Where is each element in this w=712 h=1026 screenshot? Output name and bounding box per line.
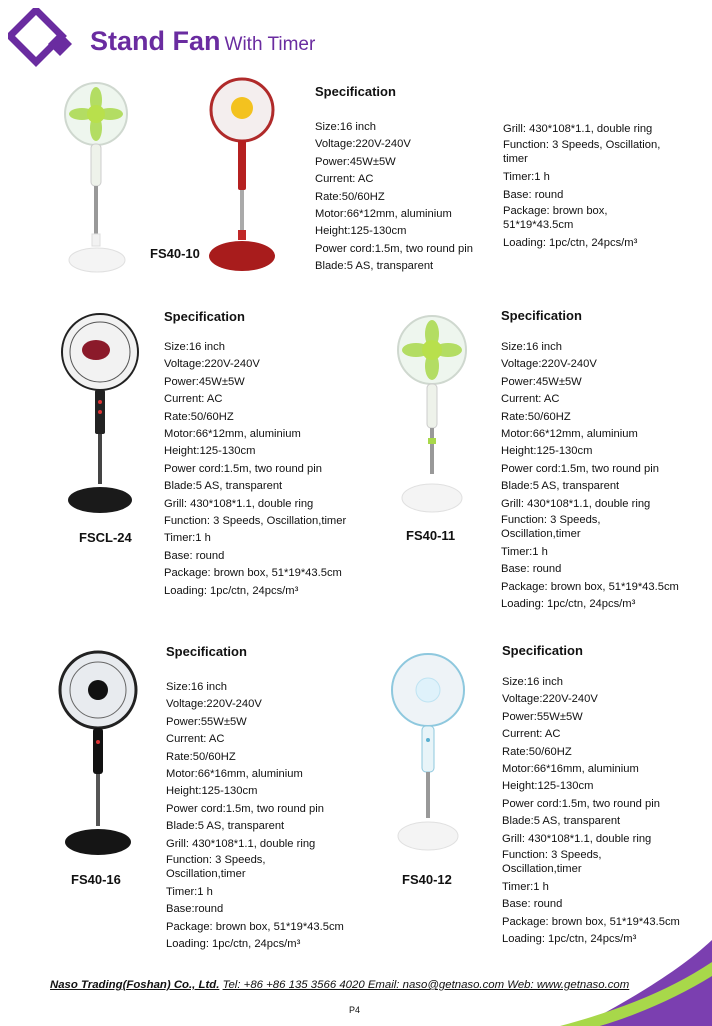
spec-item: Motor:66*12mm, aluminium xyxy=(315,208,452,221)
footer-contact-details: Tel: +86 +86 135 3566 4020 Email: naso@getnaso.com Web: www.getnaso.com xyxy=(222,979,630,991)
spec-item: Rate:50/60HZ xyxy=(502,745,572,758)
title-sub: With Timer xyxy=(224,34,316,55)
spec-item: Package: brown box, 51*19*43.5cm xyxy=(502,915,680,928)
spec-item: Blade:5 AS, transparent xyxy=(502,815,621,828)
spec-item: Loading: 1pc/ctn, 24pcs/m³ xyxy=(166,938,301,951)
spec-item: Loading: 1pc/ctn, 24pcs/m³ xyxy=(501,598,636,611)
spec-heading: Specification xyxy=(502,643,583,658)
spec-item: Motor:66*12mm, aluminium xyxy=(164,428,301,441)
model-label: FS40-16 xyxy=(71,872,121,887)
spec-heading: Specification xyxy=(501,308,582,323)
spec-item: Function: 3 Speeds, Oscillation,timer xyxy=(501,514,601,541)
spec-list xyxy=(502,674,702,949)
spec-list xyxy=(164,339,364,600)
spec-item: Loading: 1pc/ctn, 24pcs/m³ xyxy=(502,933,637,946)
spec-item: Grill: 430*108*1.1, double ring xyxy=(164,497,314,510)
spec-item: Function: 3 Speeds, Oscillation, timer xyxy=(503,139,661,166)
fan-image-red xyxy=(198,76,284,276)
page-title xyxy=(90,26,315,57)
fan-image-blue xyxy=(386,650,470,860)
spec-item: Height:125-130cm xyxy=(164,445,256,458)
spec-item: Function: 3 Speeds, Oscillation,timer xyxy=(164,515,347,528)
spec-item: Size:16 inch xyxy=(315,121,376,133)
spec-item: Base: round xyxy=(502,898,563,911)
spec-item: Base:round xyxy=(166,903,224,916)
spec-item: Function: 3 Speeds, Oscillation,timer xyxy=(166,854,266,881)
spec-heading: Specification xyxy=(166,644,247,659)
spec-item: Timer:1 h xyxy=(502,881,549,894)
spec-item: Blade:5 AS, transparent xyxy=(166,820,285,833)
spec-item: Loading: 1pc/ctn, 24pcs/m³ xyxy=(164,584,299,597)
spec-item: Motor:66*16mm, aluminium xyxy=(166,768,303,781)
spec-item: Voltage:220V-240V xyxy=(501,358,597,371)
spec-item: Current: AC xyxy=(502,728,561,741)
spec-item: Current: AC xyxy=(315,173,374,186)
spec-item: Voltage:220V-240V xyxy=(166,698,262,711)
spec-item: Rate:50/60HZ xyxy=(315,190,385,203)
spec-item: Base: round xyxy=(501,563,562,576)
spec-item: Package: brown box, 51*19*43.5cm xyxy=(503,205,608,232)
model-label: FS40-11 xyxy=(406,528,456,543)
spec-item: Height:125-130cm xyxy=(315,225,407,238)
spec-item: Voltage:220V-240V xyxy=(315,138,411,151)
spec-item: Power:45W±5W xyxy=(315,155,396,168)
spec-item: Current: AC xyxy=(501,393,560,406)
model-label: FS40-12 xyxy=(402,872,452,887)
spec-item: Package: brown box, 51*19*43.5cm xyxy=(164,567,342,580)
spec-list xyxy=(315,119,500,276)
spec-item: Package: brown box, 51*19*43.5cm xyxy=(166,920,344,933)
spec-item: Package: brown box, 51*19*43.5cm xyxy=(501,580,679,593)
fan-image-green xyxy=(62,80,132,275)
spec-item: Grill: 430*108*1.1, double ring xyxy=(502,832,652,845)
spec-item: Current: AC xyxy=(166,733,225,746)
spec-heading: Specification xyxy=(315,84,396,99)
spec-item: Power cord:1.5m, two round pin xyxy=(501,462,659,475)
spec-item: Power:45W±5W xyxy=(501,375,582,388)
spec-item: Timer:1 h xyxy=(503,171,550,184)
spec-item: Grill: 430*108*1.1, double ring xyxy=(503,123,653,135)
spec-item: Size:16 inch xyxy=(501,341,562,353)
footer-contact xyxy=(50,979,629,991)
spec-item: Voltage:220V-240V xyxy=(502,693,598,706)
spec-item: Grill: 430*108*1.1, double ring xyxy=(501,497,651,510)
spec-item: Power cord:1.5m, two round pin xyxy=(502,797,660,810)
spec-list xyxy=(501,339,701,614)
spec-item: Motor:66*12mm, aluminium xyxy=(501,428,638,441)
spec-item: Power cord:1.5m, two round pin xyxy=(166,802,324,815)
footer-company: Naso Trading(Foshan) Co., Ltd. xyxy=(50,979,220,991)
spec-list xyxy=(166,679,366,954)
spec-item: Power cord:1.5m, two round pin xyxy=(164,462,322,475)
spec-list xyxy=(503,121,683,253)
model-label: FS40-10 xyxy=(150,246,200,261)
spec-item: Height:125-130cm xyxy=(501,445,593,458)
spec-item: Grill: 430*108*1.1, double ring xyxy=(166,837,316,850)
spec-item: Motor:66*16mm, aluminium xyxy=(502,763,639,776)
model-label: FSCL-24 xyxy=(79,530,132,545)
spec-item: Current: AC xyxy=(164,393,223,406)
title-main: Stand Fan xyxy=(90,26,221,56)
spec-item: Base: round xyxy=(503,188,564,201)
spec-item: Timer:1 h xyxy=(164,532,211,545)
fan-image-black xyxy=(52,648,144,860)
spec-heading: Specification xyxy=(164,309,245,324)
spec-item: Rate:50/60HZ xyxy=(164,410,234,423)
spec-item: Power:55W±5W xyxy=(502,710,583,723)
spec-item: Blade:5 AS, transparent xyxy=(501,480,620,493)
spec-item: Rate:50/60HZ xyxy=(501,410,571,423)
spec-item: Loading: 1pc/ctn, 24pcs/m³ xyxy=(503,237,638,250)
spec-item: Base: round xyxy=(164,549,225,562)
spec-item: Rate:50/60HZ xyxy=(166,750,236,763)
spec-item: Blade:5 AS, transparent xyxy=(315,260,434,273)
page-number: P4 xyxy=(349,1005,361,1015)
spec-item: Height:125-130cm xyxy=(166,785,258,798)
spec-item: Timer:1 h xyxy=(501,546,548,559)
spec-item: Blade:5 AS, transparent xyxy=(164,480,283,493)
spec-item: Voltage:220V-240V xyxy=(164,358,260,371)
spec-item: Size:16 inch xyxy=(164,341,225,353)
company-logo-icon xyxy=(8,8,76,68)
spec-item: Power:45W±5W xyxy=(164,375,245,388)
fan-image-black-red xyxy=(52,310,144,520)
spec-item: Timer:1 h xyxy=(166,886,213,899)
fan-image-green xyxy=(390,312,472,517)
spec-item: Function: 3 Speeds, Oscillation,timer xyxy=(502,849,602,876)
spec-item: Power:55W±5W xyxy=(166,715,247,728)
spec-item: Size:16 inch xyxy=(166,681,227,693)
spec-item: Power cord:1.5m, two round pin xyxy=(315,242,473,255)
spec-item: Height:125-130cm xyxy=(502,780,594,793)
spec-item: Size:16 inch xyxy=(502,676,563,688)
